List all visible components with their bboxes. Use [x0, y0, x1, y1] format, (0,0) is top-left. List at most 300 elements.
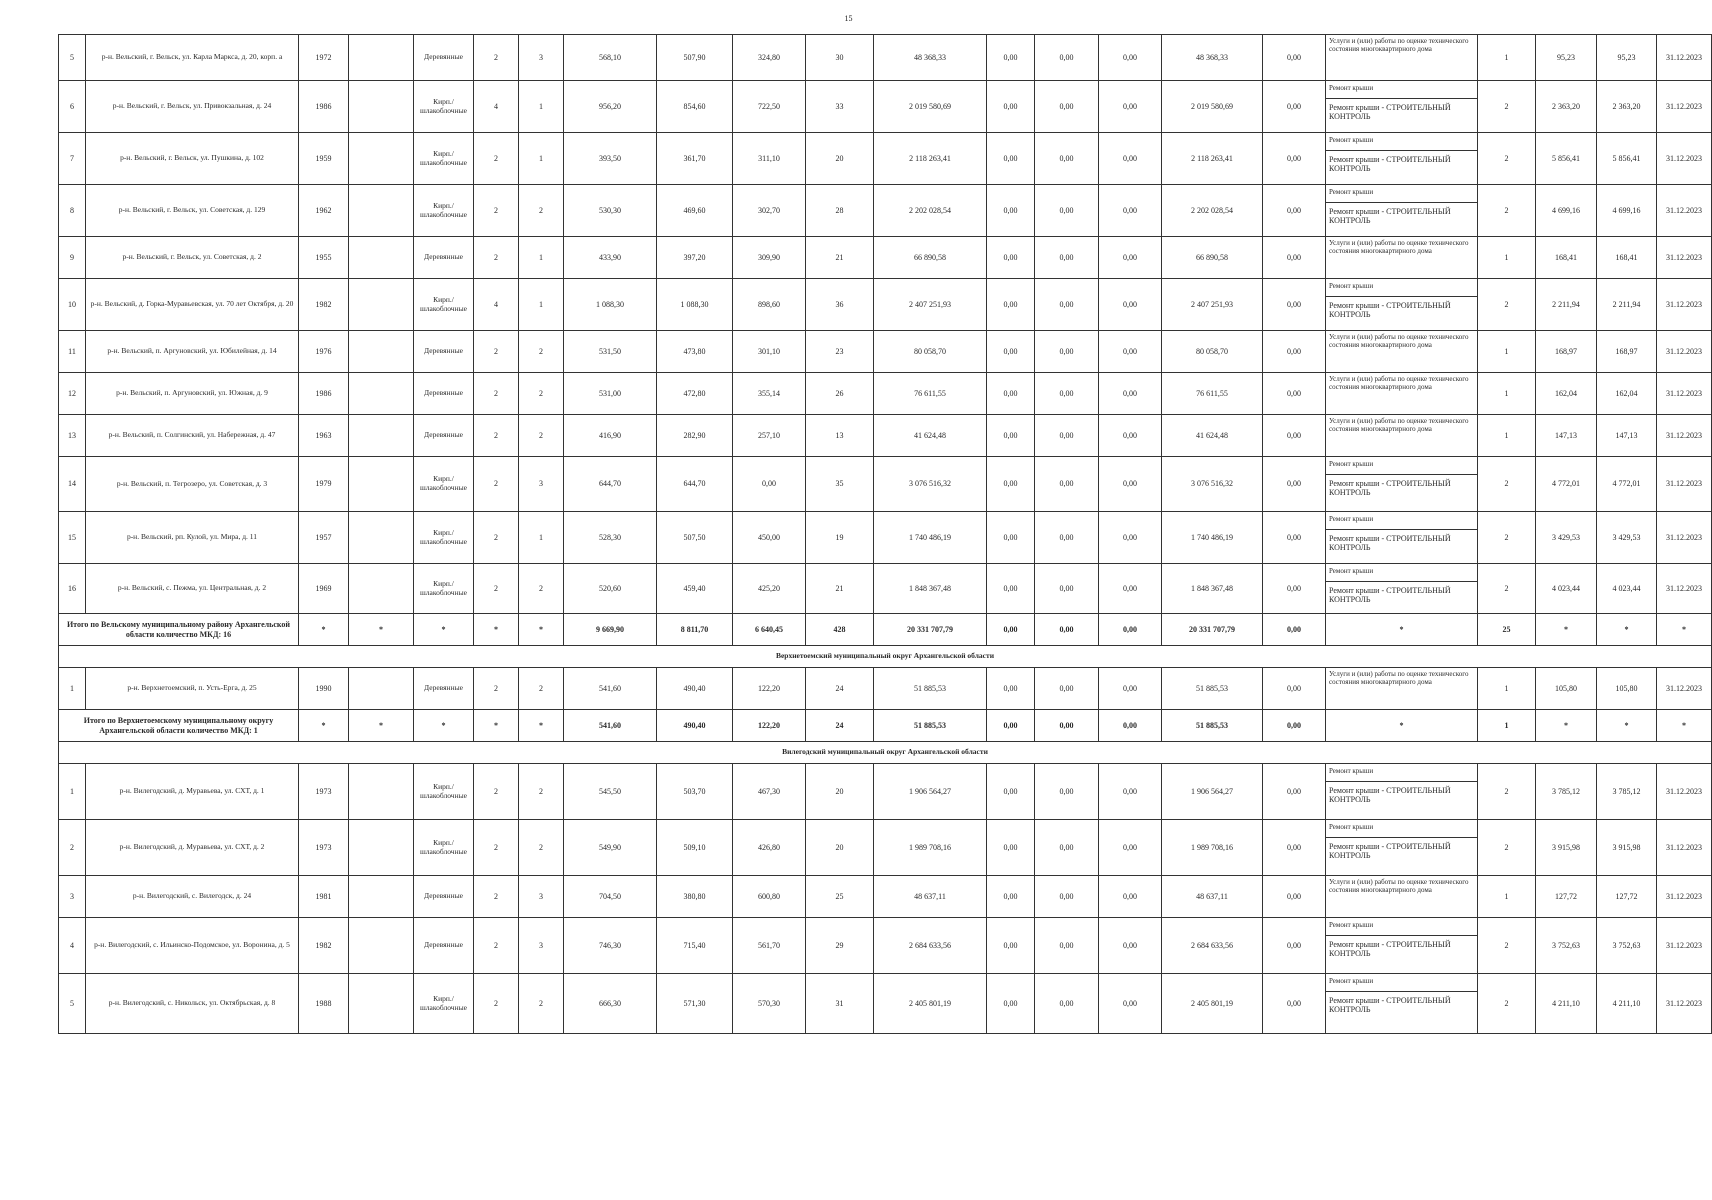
cell-own: 2 405 801,19 — [1162, 974, 1263, 1034]
cell-a2: 507,50 — [657, 512, 733, 564]
cell-year: * — [299, 710, 349, 742]
cell-a1: 531,50 — [564, 331, 657, 373]
cell-cost: 1 989 708,16 — [874, 820, 987, 876]
cell-s1: 3 752,63 — [1536, 918, 1597, 974]
cell-entr: 2 — [519, 820, 564, 876]
cell-n: 13 — [59, 415, 86, 457]
work-type: Ремонт крыши — [1326, 820, 1477, 838]
cell-res: 36 — [806, 279, 874, 331]
cell-date: 31.12.2023 — [1657, 564, 1712, 614]
cell-a2: 469,60 — [657, 185, 733, 237]
work-type: Ремонт крыши — [1326, 133, 1477, 151]
cell-floors: 2 — [474, 373, 519, 415]
cell-c4 — [349, 279, 414, 331]
cell-a3: 0,00 — [733, 457, 806, 512]
cell-z1: 0,00 — [987, 668, 1035, 710]
cell-own: 20 331 707,79 — [1162, 614, 1263, 646]
cell-z2: 0,00 — [1035, 974, 1099, 1034]
cell-cost: 2 407 251,93 — [874, 279, 987, 331]
cell-z3: 0,00 — [1099, 764, 1162, 820]
cell-addr: р-н. Вилегодский, д. Муравьева, ул. СХТ, д. 2 — [86, 820, 299, 876]
cell-z1: 0,00 — [987, 81, 1035, 133]
cell-own: 80 058,70 — [1162, 331, 1263, 373]
cell-floors: 2 — [474, 457, 519, 512]
cell-z2: 0,00 — [1035, 373, 1099, 415]
cell-z1: 0,00 — [987, 614, 1035, 646]
cell-z3: 0,00 — [1099, 974, 1162, 1034]
work-type-control: Ремонт крыши - СТРОИТЕЛЬНЫЙ КОНТРОЛЬ — [1329, 786, 1451, 805]
table-row — [59, 185, 1712, 237]
cell-year: * — [299, 614, 349, 646]
work-type: Ремонт крыши — [1326, 81, 1477, 99]
cell-n: 3 — [59, 876, 86, 918]
section-title: Верхнетоемский муниципальный округ Архангельской области — [59, 646, 1712, 668]
cell-a3: 722,50 — [733, 81, 806, 133]
cell-mat: Кирп./ шлакоблочные — [414, 512, 474, 564]
cell-n: 8 — [59, 185, 86, 237]
table-row — [59, 974, 1712, 1034]
cell-own: 1 740 486,19 — [1162, 512, 1263, 564]
cell-a3: 122,20 — [733, 710, 806, 742]
cell-a1: 1 088,30 — [564, 279, 657, 331]
work-type: Ремонт крыши — [1326, 512, 1477, 530]
cell-cnt: 1 — [1478, 415, 1536, 457]
cell-date: 31.12.2023 — [1657, 237, 1712, 279]
cell-addr: р-н. Вельский, г. Вельск, ул. Привокзальная, д. 24 — [86, 81, 299, 133]
table-row — [59, 668, 1712, 710]
cell-entr: 3 — [519, 876, 564, 918]
cell-cnt: 2 — [1478, 81, 1536, 133]
cell-mat: Деревянные — [414, 331, 474, 373]
cell-z3: 0,00 — [1099, 876, 1162, 918]
cell-a3: 324,80 — [733, 35, 806, 81]
cell-s2: 105,80 — [1597, 668, 1657, 710]
cell-own: 2 019 580,69 — [1162, 81, 1263, 133]
cell-s1: 168,97 — [1536, 331, 1597, 373]
cell-mat: Деревянные — [414, 918, 474, 974]
cell-z1: 0,00 — [987, 331, 1035, 373]
table-row — [59, 918, 1712, 974]
cell-year: 1973 — [299, 820, 349, 876]
work-type-cell — [1326, 820, 1478, 876]
cell-a1: 666,30 — [564, 974, 657, 1034]
work-type: Услуги и (или) работы по оценке технического состояния многоквартирного дома — [1329, 417, 1469, 434]
cell-addr: р-н. Вельский, д. Горка-Муравьевская, ул. 70 лет Октября, д. 20 — [86, 279, 299, 331]
cell-z1: 0,00 — [987, 764, 1035, 820]
table-row — [59, 35, 1712, 81]
cell-cost: 2 202 028,54 — [874, 185, 987, 237]
cell-a3: 600,80 — [733, 876, 806, 918]
work-type-control: Ремонт крыши - СТРОИТЕЛЬНЫЙ КОНТРОЛЬ — [1329, 301, 1451, 320]
cell-res: 30 — [806, 35, 874, 81]
cell-res: 35 — [806, 457, 874, 512]
section-header-row — [59, 742, 1712, 764]
cell-z2: 0,00 — [1035, 918, 1099, 974]
cell-a3: 355,14 — [733, 373, 806, 415]
cell-date: 31.12.2023 — [1657, 133, 1712, 185]
cell-res: 33 — [806, 81, 874, 133]
cell-year: 1963 — [299, 415, 349, 457]
cell-a2: 507,90 — [657, 35, 733, 81]
cell-addr: р-н. Вельский, г. Вельск, ул. Карла Маркса, д. 20, корп. а — [86, 35, 299, 81]
cell-z1: 0,00 — [987, 974, 1035, 1034]
cell-z2: 0,00 — [1035, 185, 1099, 237]
cell-a1: 528,30 — [564, 512, 657, 564]
cell-year: 1959 — [299, 133, 349, 185]
cell-z1: 0,00 — [987, 820, 1035, 876]
cell-c4 — [349, 974, 414, 1034]
cell-s2: 147,13 — [1597, 415, 1657, 457]
cell-s1: 168,41 — [1536, 237, 1597, 279]
cell-z2: 0,00 — [1035, 564, 1099, 614]
table-row — [59, 237, 1712, 279]
cell-c4 — [349, 35, 414, 81]
cell-own: 2 202 028,54 — [1162, 185, 1263, 237]
cell-mat: Деревянные — [414, 876, 474, 918]
table-row — [59, 764, 1712, 820]
cell-a3: 570,30 — [733, 974, 806, 1034]
cell-cnt: 1 — [1478, 668, 1536, 710]
cell-a1: 545,50 — [564, 764, 657, 820]
cell-s2: 2 363,20 — [1597, 81, 1657, 133]
cell-a3: 302,70 — [733, 185, 806, 237]
cell-a2: 1 088,30 — [657, 279, 733, 331]
cell-n: 4 — [59, 918, 86, 974]
cell-addr: р-н. Вельский, рп. Кулой, ул. Мира, д. 11 — [86, 512, 299, 564]
cell-year: 1955 — [299, 237, 349, 279]
cell-year: 1979 — [299, 457, 349, 512]
table-row — [59, 81, 1712, 133]
work-type-cell — [1326, 81, 1478, 133]
cell-z4: 0,00 — [1263, 331, 1326, 373]
cell-s1: 5 856,41 — [1536, 133, 1597, 185]
work-type: Ремонт крыши — [1326, 918, 1477, 936]
table-row — [59, 415, 1712, 457]
cell-z2: 0,00 — [1035, 512, 1099, 564]
cell-z2: 0,00 — [1035, 876, 1099, 918]
cell-a2: 509,10 — [657, 820, 733, 876]
cell-cost: 3 076 516,32 — [874, 457, 987, 512]
cell-s1: 4 772,01 — [1536, 457, 1597, 512]
cell-a2: 571,30 — [657, 974, 733, 1034]
cell-z1: 0,00 — [987, 876, 1035, 918]
cell-mat: Деревянные — [414, 415, 474, 457]
work-type-cell — [1326, 668, 1478, 710]
cell-z4: 0,00 — [1263, 415, 1326, 457]
cell-a2: 8 811,70 — [657, 614, 733, 646]
cell-s2: 168,41 — [1597, 237, 1657, 279]
work-type-control: Ремонт крыши - СТРОИТЕЛЬНЫЙ КОНТРОЛЬ — [1329, 842, 1451, 861]
table-row — [59, 331, 1712, 373]
cell-z2: 0,00 — [1035, 668, 1099, 710]
total-label: Итого по Верхнетоемскому муниципальному округу Архангельской области количество МКД: 1 — [59, 710, 299, 742]
cell-addr: р-н. Вельский, п. Аргуновский, ул. Южная, д. 9 — [86, 373, 299, 415]
cell-a3: 122,20 — [733, 668, 806, 710]
work-type-cell — [1326, 331, 1478, 373]
cell-s1: * — [1536, 710, 1597, 742]
cell-floors: * — [474, 710, 519, 742]
cell-z2: 0,00 — [1035, 710, 1099, 742]
cell-z4: 0,00 — [1263, 81, 1326, 133]
cell-z2: 0,00 — [1035, 457, 1099, 512]
work-type-cell — [1326, 564, 1478, 614]
work-type-cell — [1326, 764, 1478, 820]
cell-cost: 48 637,11 — [874, 876, 987, 918]
cell-s2: 3 429,53 — [1597, 512, 1657, 564]
cell-n: 16 — [59, 564, 86, 614]
cell-floors: 2 — [474, 512, 519, 564]
table-row — [59, 133, 1712, 185]
cell-a2: 854,60 — [657, 81, 733, 133]
cell-floors: 2 — [474, 764, 519, 820]
cell-res: 20 — [806, 820, 874, 876]
cell-z4: 0,00 — [1263, 820, 1326, 876]
cell-addr: р-н. Вилегодский, с. Никольск, ул. Октябрьская, д. 8 — [86, 974, 299, 1034]
cell-floors: 2 — [474, 133, 519, 185]
cell-a2: 503,70 — [657, 764, 733, 820]
cell-date: 31.12.2023 — [1657, 918, 1712, 974]
cell-z3: 0,00 — [1099, 133, 1162, 185]
work-type-control: Ремонт крыши - СТРОИТЕЛЬНЫЙ КОНТРОЛЬ — [1329, 534, 1451, 553]
work-type-cell — [1326, 457, 1478, 512]
work-type: Услуги и (или) работы по оценке технического состояния многоквартирного дома — [1329, 333, 1469, 350]
cell-z4: 0,00 — [1263, 710, 1326, 742]
cell-mat: Деревянные — [414, 35, 474, 81]
cell-mat: Деревянные — [414, 237, 474, 279]
table-row — [59, 820, 1712, 876]
cell-s1: 3 915,98 — [1536, 820, 1597, 876]
cell-year: 1976 — [299, 331, 349, 373]
cell-entr: 1 — [519, 237, 564, 279]
cell-date: 31.12.2023 — [1657, 512, 1712, 564]
cell-s2: 3 752,63 — [1597, 918, 1657, 974]
cell-year: 1972 — [299, 35, 349, 81]
cell-cnt: 2 — [1478, 512, 1536, 564]
cell-z2: 0,00 — [1035, 35, 1099, 81]
cell-floors: 2 — [474, 820, 519, 876]
cell-c4 — [349, 564, 414, 614]
cell-a2: 282,90 — [657, 415, 733, 457]
work-type-control: Ремонт крыши - СТРОИТЕЛЬНЫЙ КОНТРОЛЬ — [1329, 155, 1451, 174]
cell-cost: 66 890,58 — [874, 237, 987, 279]
cell-mat: * — [414, 710, 474, 742]
cell-own: 48 368,33 — [1162, 35, 1263, 81]
work-type-cell — [1326, 279, 1478, 331]
cell-a1: 644,70 — [564, 457, 657, 512]
cell-a1: 568,10 — [564, 35, 657, 81]
cell-z3: 0,00 — [1099, 564, 1162, 614]
cell-res: 19 — [806, 512, 874, 564]
cell-z1: 0,00 — [987, 512, 1035, 564]
cell-floors: 2 — [474, 237, 519, 279]
cell-own: 51 885,53 — [1162, 668, 1263, 710]
cell-date: 31.12.2023 — [1657, 820, 1712, 876]
cell-year: 1986 — [299, 373, 349, 415]
cell-own: 1 906 564,27 — [1162, 764, 1263, 820]
cell-z2: 0,00 — [1035, 81, 1099, 133]
cell-a3: 257,10 — [733, 415, 806, 457]
cell-z3: 0,00 — [1099, 668, 1162, 710]
cell-z4: 0,00 — [1263, 614, 1326, 646]
cell-cnt: 2 — [1478, 185, 1536, 237]
cell-s2: 162,04 — [1597, 373, 1657, 415]
cell-cost: 2 118 263,41 — [874, 133, 987, 185]
cell-z4: 0,00 — [1263, 35, 1326, 81]
cell-n: 14 — [59, 457, 86, 512]
cell-own: 3 076 516,32 — [1162, 457, 1263, 512]
cell-mat: Кирп./ шлакоблочные — [414, 820, 474, 876]
cell-own: 48 637,11 — [1162, 876, 1263, 918]
cell-floors: 2 — [474, 974, 519, 1034]
cell-s2: 2 211,94 — [1597, 279, 1657, 331]
cell-a1: 549,90 — [564, 820, 657, 876]
cell-addr: р-н. Вельский, г. Вельск, ул. Советская, д. 2 — [86, 237, 299, 279]
cell-a1: 530,30 — [564, 185, 657, 237]
cell-s2: 4 699,16 — [1597, 185, 1657, 237]
cell-a1: 531,00 — [564, 373, 657, 415]
work-type-control: Ремонт крыши - СТРОИТЕЛЬНЫЙ КОНТРОЛЬ — [1329, 996, 1451, 1015]
cell-z2: 0,00 — [1035, 237, 1099, 279]
cell-s1: 105,80 — [1536, 668, 1597, 710]
table-row — [59, 279, 1712, 331]
cell-c4 — [349, 237, 414, 279]
cell-c4: * — [349, 614, 414, 646]
cell-mat: Кирп./ шлакоблочные — [414, 133, 474, 185]
cell-c4 — [349, 133, 414, 185]
cell-z4: 0,00 — [1263, 133, 1326, 185]
cell-z4: 0,00 — [1263, 974, 1326, 1034]
cell-s1: 2 211,94 — [1536, 279, 1597, 331]
work-type-control: Ремонт крыши - СТРОИТЕЛЬНЫЙ КОНТРОЛЬ — [1329, 103, 1451, 122]
cell-entr: 1 — [519, 133, 564, 185]
cell-entr: 3 — [519, 457, 564, 512]
cell-z2: 0,00 — [1035, 820, 1099, 876]
table-row — [59, 564, 1712, 614]
work-type: Ремонт крыши — [1326, 564, 1477, 582]
cell-a1: 393,50 — [564, 133, 657, 185]
cell-s2: 4 211,10 — [1597, 974, 1657, 1034]
cell-c4 — [349, 81, 414, 133]
cell-n: 10 — [59, 279, 86, 331]
cell-z2: 0,00 — [1035, 331, 1099, 373]
cell-a2: 459,40 — [657, 564, 733, 614]
cell-cost: 20 331 707,79 — [874, 614, 987, 646]
cell-c4 — [349, 185, 414, 237]
total-row — [59, 710, 1712, 742]
cell-own: 2 118 263,41 — [1162, 133, 1263, 185]
cell-mat: Кирп./ шлакоблочные — [414, 279, 474, 331]
cell-a1: 956,20 — [564, 81, 657, 133]
cell-a2: 473,80 — [657, 331, 733, 373]
page-number: 15 — [844, 14, 853, 23]
cell-z3: 0,00 — [1099, 331, 1162, 373]
cell-date: 31.12.2023 — [1657, 185, 1712, 237]
work-type-control: Ремонт крыши - СТРОИТЕЛЬНЫЙ КОНТРОЛЬ — [1329, 586, 1451, 605]
cell-s2: 127,72 — [1597, 876, 1657, 918]
table-body — [59, 35, 1712, 1034]
cell-entr: 2 — [519, 331, 564, 373]
cell-a3: 311,10 — [733, 133, 806, 185]
cell-addr: р-н. Вилегодский, с. Вилегодск, д. 24 — [86, 876, 299, 918]
work-type-cell — [1326, 133, 1478, 185]
cell-entr: 2 — [519, 974, 564, 1034]
cell-res: 24 — [806, 710, 874, 742]
work-type: Услуги и (или) работы по оценке технического состояния многоквартирного дома — [1329, 375, 1469, 392]
cell-mat: Кирп./ шлакоблочные — [414, 764, 474, 820]
cell-mat: Кирп./ шлакоблочные — [414, 457, 474, 512]
cell-c4 — [349, 457, 414, 512]
cell-c4 — [349, 820, 414, 876]
cell-cost: 2 019 580,69 — [874, 81, 987, 133]
cell-z3: 0,00 — [1099, 820, 1162, 876]
cell-z2: 0,00 — [1035, 415, 1099, 457]
cell-work: * — [1326, 710, 1478, 742]
cell-date: 31.12.2023 — [1657, 373, 1712, 415]
work-type: Услуги и (или) работы по оценке технического состояния многоквартирного дома — [1329, 37, 1469, 54]
cell-cnt: 2 — [1478, 133, 1536, 185]
cell-c4 — [349, 512, 414, 564]
cell-cnt: 1 — [1478, 710, 1536, 742]
work-type-cell — [1326, 918, 1478, 974]
total-row — [59, 614, 1712, 646]
cell-res: 26 — [806, 373, 874, 415]
cell-cnt: 1 — [1478, 876, 1536, 918]
cell-z1: 0,00 — [987, 457, 1035, 512]
cell-res: 29 — [806, 918, 874, 974]
work-type: Услуги и (или) работы по оценке технического состояния многоквартирного дома — [1329, 239, 1469, 256]
cell-z1: 0,00 — [987, 415, 1035, 457]
cell-a3: 6 640,45 — [733, 614, 806, 646]
cell-res: 25 — [806, 876, 874, 918]
cell-z4: 0,00 — [1263, 457, 1326, 512]
cell-z4: 0,00 — [1263, 185, 1326, 237]
work-type-control: Ремонт крыши - СТРОИТЕЛЬНЫЙ КОНТРОЛЬ — [1329, 207, 1451, 226]
cell-date: 31.12.2023 — [1657, 974, 1712, 1034]
cell-addr: р-н. Вельский, п. Солгинский, ул. Набережная, д. 47 — [86, 415, 299, 457]
cell-a3: 467,30 — [733, 764, 806, 820]
work-type: Ремонт крыши — [1326, 974, 1477, 992]
cell-z1: 0,00 — [987, 710, 1035, 742]
cell-mat: Кирп./ шлакоблочные — [414, 81, 474, 133]
cell-own: 2 684 633,56 — [1162, 918, 1263, 974]
cell-a1: 541,60 — [564, 668, 657, 710]
cell-a3: 561,70 — [733, 918, 806, 974]
cell-a2: 472,80 — [657, 373, 733, 415]
cell-date: 31.12.2023 — [1657, 876, 1712, 918]
cell-z4: 0,00 — [1263, 668, 1326, 710]
cell-mat: * — [414, 614, 474, 646]
cell-a1: 541,60 — [564, 710, 657, 742]
cell-cost: 2 405 801,19 — [874, 974, 987, 1034]
cell-z4: 0,00 — [1263, 373, 1326, 415]
cell-z3: 0,00 — [1099, 457, 1162, 512]
cell-s1: 3 429,53 — [1536, 512, 1597, 564]
cell-c4 — [349, 668, 414, 710]
work-type: Ремонт крыши — [1326, 185, 1477, 203]
cell-res: 13 — [806, 415, 874, 457]
cell-a1: 416,90 — [564, 415, 657, 457]
cell-entr: 2 — [519, 764, 564, 820]
cell-z4: 0,00 — [1263, 512, 1326, 564]
cell-year: 1969 — [299, 564, 349, 614]
cell-date: 31.12.2023 — [1657, 457, 1712, 512]
cell-floors: 2 — [474, 331, 519, 373]
cell-s1: 127,72 — [1536, 876, 1597, 918]
cell-cost: 76 611,55 — [874, 373, 987, 415]
cell-res: 31 — [806, 974, 874, 1034]
cell-z2: 0,00 — [1035, 133, 1099, 185]
work-type: Ремонт крыши — [1326, 764, 1477, 782]
